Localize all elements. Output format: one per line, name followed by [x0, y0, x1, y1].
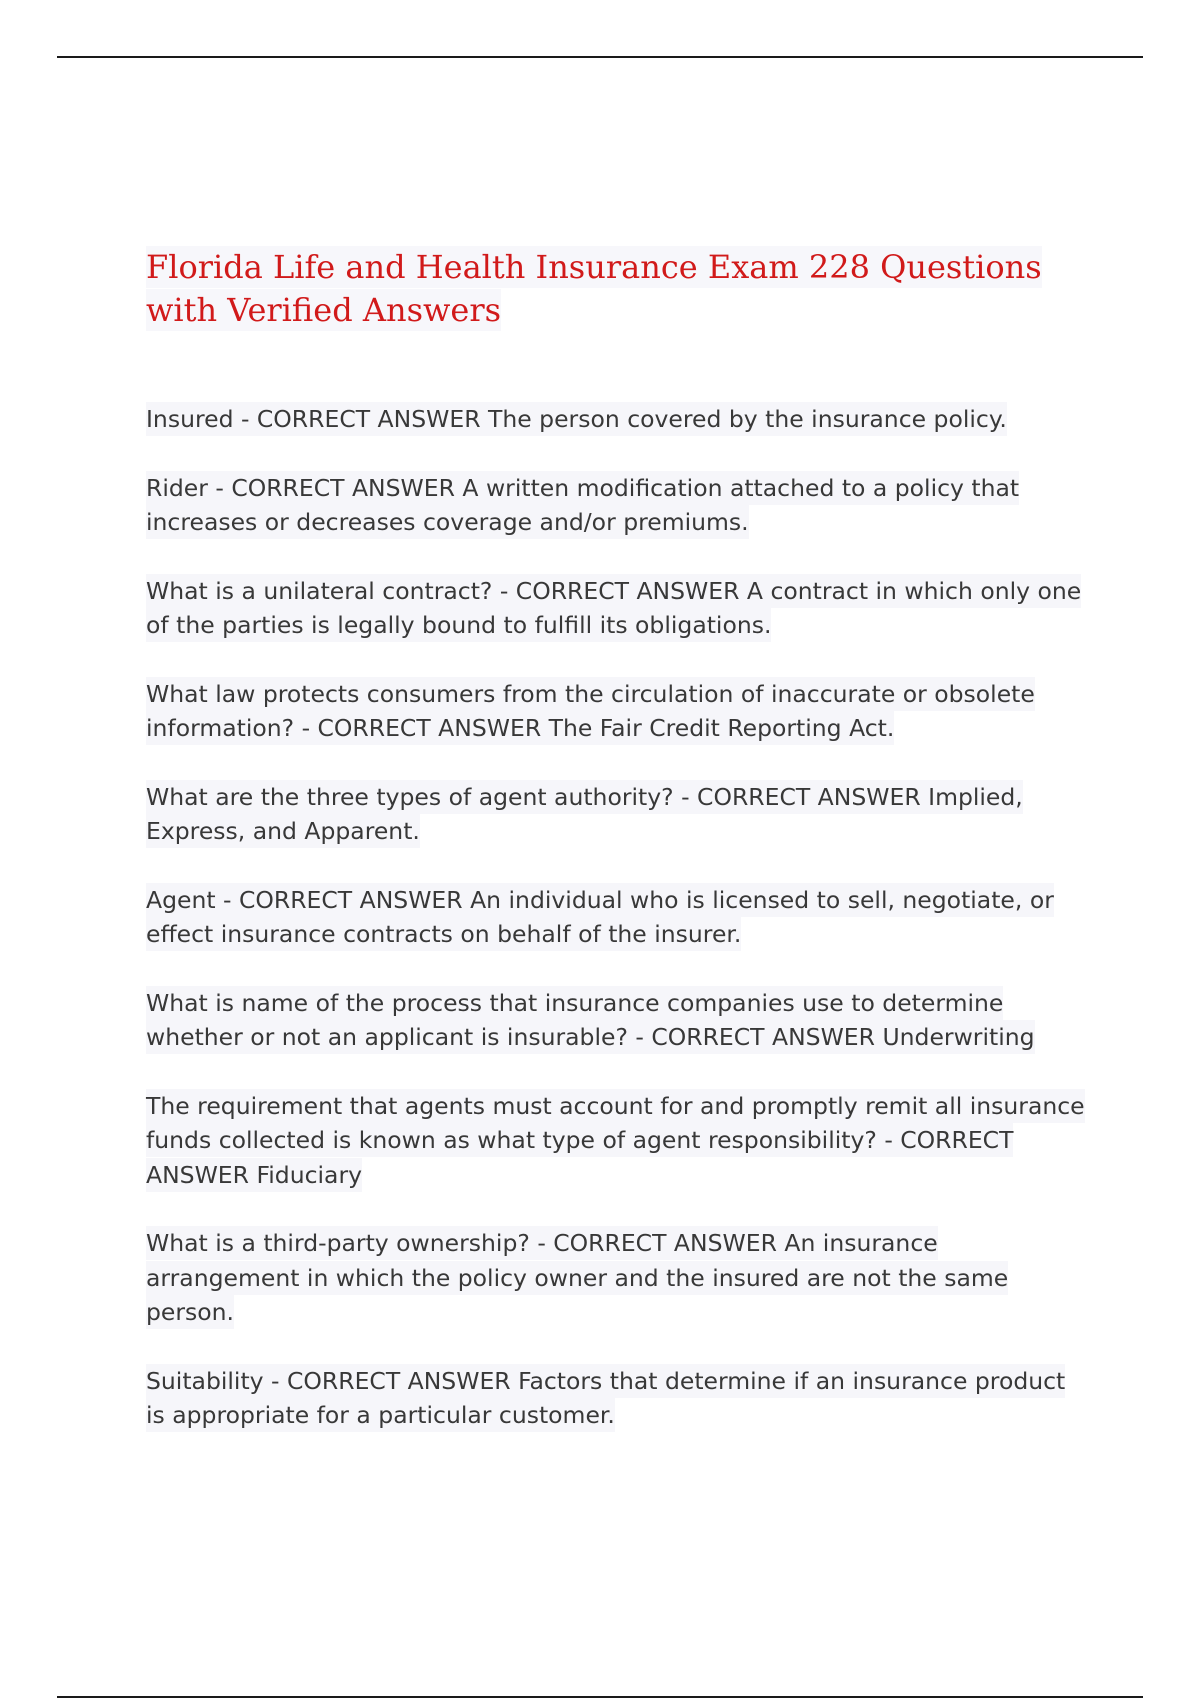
document-body — [146, 246, 1086, 1467]
qa-item — [146, 471, 1086, 540]
document-title-text: Florida Life and Health Insurance Exam 228 Questions with Verified Answers — [146, 248, 1042, 329]
qa-item-text: What is a third-party ownership? - CORRECT ANSWER An insurance arrangement in which the policy owner and the insured are not the same person. — [146, 1226, 1008, 1329]
qa-item-text: Rider - CORRECT ANSWER A written modification attached to a policy that increases or decreases coverage and/or premiums. — [146, 471, 1019, 540]
qa-item — [146, 1364, 1086, 1433]
qa-item — [146, 677, 1086, 746]
qa-item — [146, 986, 1086, 1055]
bottom-rule — [57, 1696, 1143, 1698]
qa-item-text: What is name of the process that insurance companies use to determine whether or not an applicant is insurable? - CORRECT ANSWER Underwriting — [146, 986, 1035, 1055]
document-title — [146, 246, 1086, 332]
qa-item-text: Insured - CORRECT ANSWER The person covered by the insurance policy. — [146, 402, 1007, 436]
qa-item — [146, 402, 1086, 437]
qa-item-text: The requirement that agents must account for and promptly remit all insurance funds collected is known as what type of agent responsibility? - CORRECT ANSWER Fiduciary — [146, 1089, 1085, 1192]
qa-item — [146, 1226, 1086, 1330]
qa-item-text: Agent - CORRECT ANSWER An individual who is licensed to sell, negotiate, or effect insurance contracts on behalf of the insurer. — [146, 883, 1054, 952]
qa-item — [146, 883, 1086, 952]
top-rule — [57, 56, 1143, 58]
qa-item-text: What law protects consumers from the circulation of inaccurate or obsolete information? - CORRECT ANSWER The Fair Credit Reporting Act. — [146, 677, 1035, 746]
qa-list — [146, 402, 1086, 1433]
qa-item — [146, 574, 1086, 643]
qa-item — [146, 780, 1086, 849]
qa-item — [146, 1089, 1086, 1193]
qa-item-text: What is a unilateral contract? - CORRECT ANSWER A contract in which only one of the parties is legally bound to fulfill its obligations. — [146, 574, 1081, 643]
qa-item-text: What are the three types of agent authority? - CORRECT ANSWER Implied, Express, and Apparent. — [146, 780, 1023, 849]
qa-item-text: Suitability - CORRECT ANSWER Factors that determine if an insurance product is appropriate for a particular customer. — [146, 1364, 1065, 1433]
